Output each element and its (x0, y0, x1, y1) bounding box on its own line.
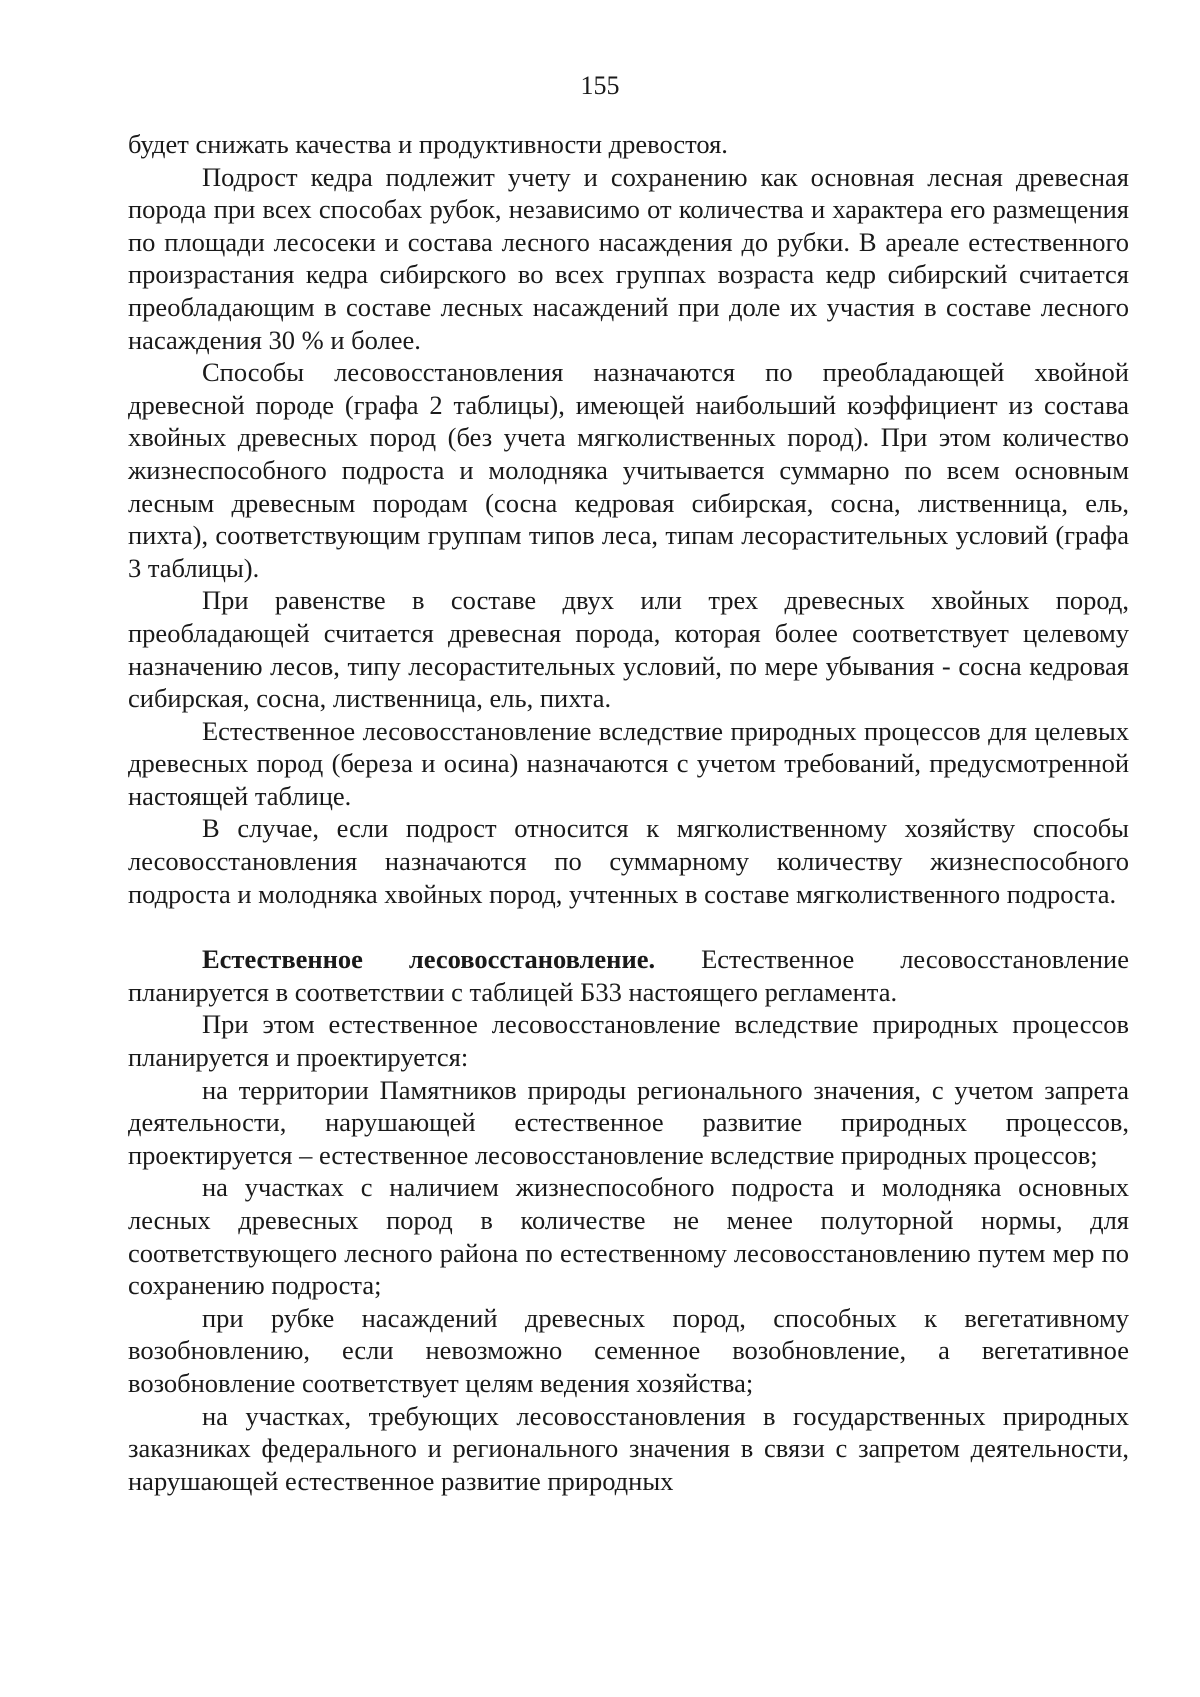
list-item-vegetative-renewal: при рубке насаждений древесных пород, способных к вегетативному возобновлению, если невозможно семенное возобновление, а вегетативное возобновление соответствует целям ведения хозяйства; (128, 1302, 1129, 1398)
paragraph-continuation: будет снижать качества и продуктивности древостоя. (128, 129, 728, 159)
section-heading-text: Естественное лесовосстановление планируется в соответствии с таблицей Б33 настоящего регламента. (128, 944, 1129, 1007)
document-body (128, 128, 1129, 1497)
paragraph-natural-processes: Естественное лесовосстановление вследствие природных процессов для целевых древесных пород (береза и осина) назначаются с учетом требований, предусмотренной настоящей таблице. (128, 715, 1129, 811)
paragraph-equal-composition: При равенстве в составе двух или трех древесных хвойных пород, преобладающей считается древесная порода, которая более соответствует целевому назначению лесов, типу лесорастительных условий, по мере убывания - сосна кедровая сибирская, сосна, лиственница, ель, пихта. (128, 585, 1129, 714)
list-item-nature-monuments: на территории Памятников природы регионального значения, с учетом запрета деятельности, нарушающей естественное развитие природных процессов, проектируется – естественное лесовосстановление вследствие природных процессов; (128, 1074, 1129, 1170)
list-item-reserves: на участках, требующих лесовосстановления в государственных природных заказниках федерального и регионального значения в связи с запретом деятельности, нарушающей естественное развитие природных (128, 1400, 1129, 1496)
paragraph-cedar-undergrowth: Подрост кедра подлежит учету и сохранению как основная лесная древесная порода при всех способах рубок, независимо от количества и характера его размещения по площади лесосеки и состава лесного насаждения до рубки. В ареале естественного произрастания кедра сибирского во всех группах возраста кедр сибирский считается преобладающим в составе лесных насаждений при доле их участия в составе лесного насаждения 30 % и более. (128, 161, 1129, 355)
section-heading: Естественное лесовосстановление. (202, 944, 656, 975)
section-spacer (128, 910, 1129, 943)
paragraph-natural-reforestation (128, 943, 1129, 1008)
paragraph-planning-intro: При этом естественное лесовосстановление вследствие природных процессов планируется и проектируется: (128, 1009, 1129, 1073)
page-number: 155 (580, 71, 620, 100)
paragraph-reforestation-methods: Способы лесовосстановления назначаются по преобладающей хвойной древесной породе (графа 2 таблицы), имеющей наибольший коэффициент из состава хвойных древесных пород (без учета мягколиственных пород). При этом количество жизнеспособного подроста и молодняка учитывается суммарно по всем основным лесным древесным породам (сосна кедровая сибирская, сосна, лиственница, ель, пихта), соответствующим группам типов леса, типам лесорастительных условий (графа 3 таблицы). (128, 357, 1129, 583)
list-item-viable-undergrowth: на участках с наличием жизнеспособного подроста и молодняка основных лесных древесных пород в количестве не менее полуторной нормы, для соответствующего лесного района по естественному лесовосстановлению путем мер по сохранению подроста; (128, 1172, 1129, 1301)
paragraph-softwood-case: В случае, если подрост относится к мягколиственному хозяйству способы лесовосстановления назначаются по суммарному количеству жизнеспособного подроста и молодняка хвойных пород, учтенных в составе мягколиственного подроста. (128, 813, 1129, 909)
